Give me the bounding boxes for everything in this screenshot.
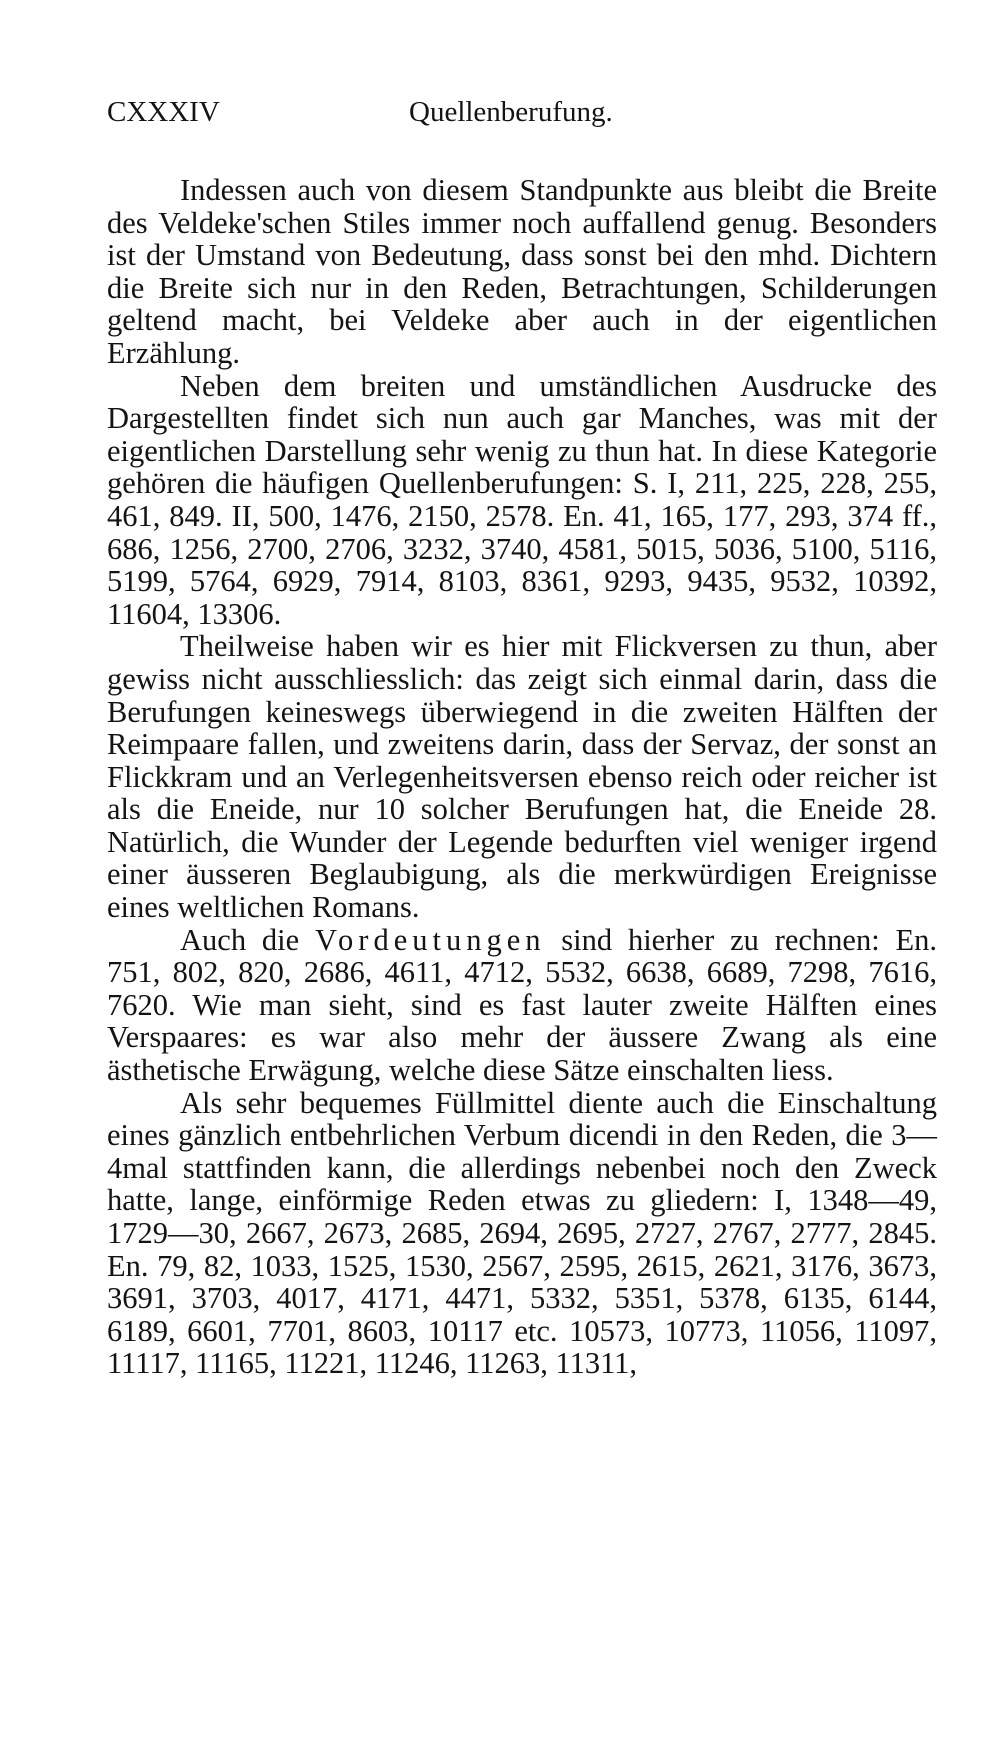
paragraph-lead: Auch die: [180, 922, 315, 957]
spaced-term: Vordeutungen: [314, 922, 546, 957]
body-text: [107, 174, 937, 1380]
running-title: Quellenberufung.: [409, 96, 613, 128]
paragraph-rest: sind hierher zu rechnen: En. 751, 802, 820, 2686, 4611, 4712, 5532, 6638, 6689, 7298, 7616, 7620. Wie man sieht, sind es fast lauter zweite Hälften eines Verspaares: es war also mehr der äussere Zwang als eine ästhetische Erwägung, welche diese Sätze einschalten liess.: [107, 922, 937, 1088]
paragraph: [107, 924, 937, 1087]
paragraph: Indessen auch von diesem Standpunkte aus bleibt die Breite des Veldeke'schen Stiles immer noch auffallend genug. Besonders ist der Umstand von Bedeutung, dass sonst bei den mhd. Dichtern die Breite sich nur in den Reden, Betrachtungen, Schilderungen geltend macht, bei Veldeke aber auch in der eigentlichen Erzählung.: [107, 173, 937, 370]
paragraph: Als sehr bequemes Füllmittel diente auch die Einschaltung eines gänzlich entbehrlichen Verbum dicendi in den Reden, die 3—4mal stattfinden kann, die allerdings nebenbei noch den Zweck hatte, lange, einförmige Reden etwas zu gliedern: I, 1348—49, 1729—30, 2667, 2673, 2685, 2694, 2695, 2727, 2767, 2777, 2845. En. 79, 82, 1033, 1525, 1530, 2567, 2595, 2615, 2621, 3176, 3673, 3691, 3703, 4017, 4171, 4471, 5332, 5351, 5378, 6135, 6144, 6189, 6601, 7701, 8603, 10117 etc. 10573, 10773, 11056, 11097, 11117, 11165, 11221, 11246, 11263, 11311,: [107, 1085, 937, 1381]
page-number: CXXXIV: [107, 96, 220, 128]
paragraph: Theilweise haben wir es hier mit Flickversen zu thun, aber gewiss nicht ausschliesslich: das zeigt sich einmal darin, dass die Berufungen keineswegs überwiegend in die zweiten Hälften der Reimpaare fallen, und zweitens darin, dass der Servaz, der sonst an Flickkram und an Verlegenheitsversen ebenso reich oder reicher ist als die Eneide, nur 10 solcher Berufungen hat, die Eneide 28. Natürlich, die Wunder der Legende bedurften viel weniger irgend einer äusseren Beglaubigung, als die merkwürdigen Ereignisse eines weltlichen Romans.: [107, 629, 937, 925]
page-header: [107, 92, 937, 132]
paragraph: Neben dem breiten und umständlichen Ausdrucke des Dargestellten findet sich nun auch gar Manches, was mit der eigentlichen Darstellung sehr wenig zu thun hat. In diese Kategorie gehören die häufigen Quellenberufungen: S. I, 211, 225, 228, 255, 461, 849. II, 500, 1476, 2150, 2578. En. 41, 165, 177, 293, 374 ff., 686, 1256, 2700, 2706, 3232, 3740, 4581, 5015, 5036, 5100, 5116, 5199, 5764, 6929, 7914, 8103, 8361, 9293, 9435, 9532, 10392, 11604, 13306.: [107, 368, 937, 631]
